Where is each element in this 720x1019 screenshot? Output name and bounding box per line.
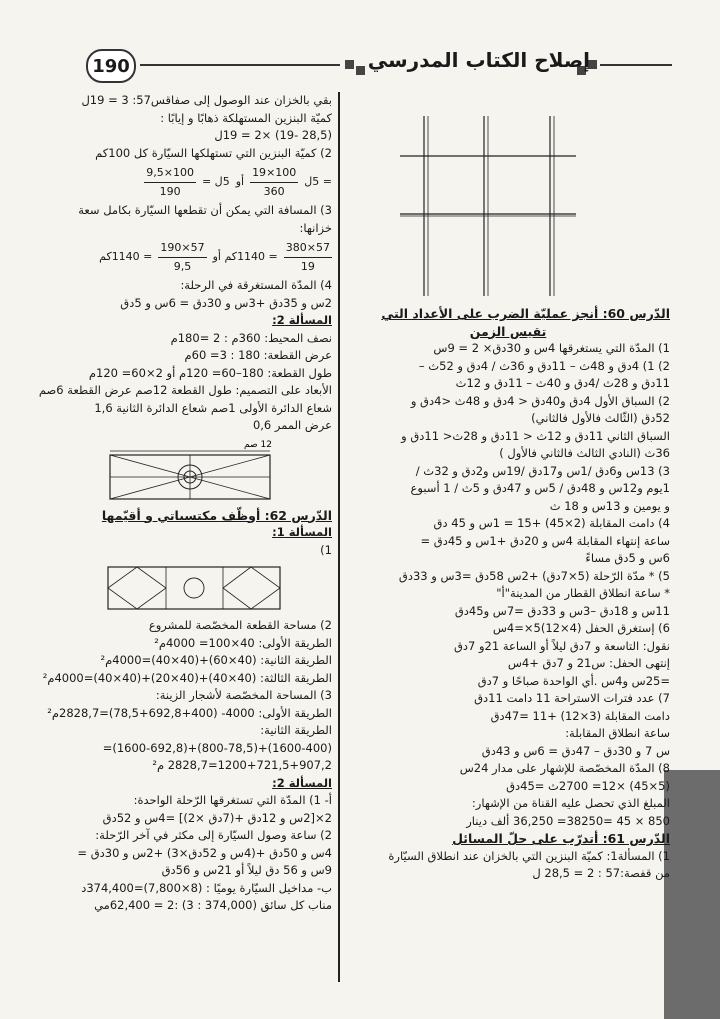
fraction [158,239,206,275]
text-line: 2×[2س و 12دق +(7دق ×2)] =4س و 52دق [102,810,332,825]
fraction [250,164,298,200]
text-line: 6) إستغرق الحفل (4×12)5×=4س [492,621,670,635]
text-line: 3) المساحة المخصّصة لأشجار الزينة: [155,688,332,702]
fraction-equation [48,162,332,202]
text-line: 6س و 5دق مساءً [585,551,670,565]
text-line: إنتهى الحفل: س21 و 7دق +4س [507,656,670,670]
denominator: 19 [300,259,315,273]
problem-heading: المسألة 2: [272,313,332,327]
text-line: الطريقة الأولى: 40×100= 4000م² [154,635,332,650]
page-edge-shadow [664,770,720,1019]
text-line: 2) ساعة وصول السيّارة إلى مكثر في آخر الرّحلة: [95,828,332,842]
text-line: 1يوم و12س و 48دق / 5س و 47دق و 5ث / 1 أسبوع [410,481,670,495]
equation-text: = 5ل [304,175,332,189]
text-line: دامت المقابلة (3×12) +11 =47دق [490,708,670,723]
problem-heading: المسألة 2: [272,775,332,790]
numerator: 100×19 [250,164,298,183]
numerator: 100×9,5 [144,164,196,183]
text-line: ب- مداخيل السيّارة يوميًا : (8×7,800)=374,400د [81,880,332,895]
text-line: كميّة البنزين المستهلكة ذهابًا و إيابًا : [160,110,332,125]
text-line: الأبعاد على التصميم: طول القطعة 12صم عرض القطعة 6صم [38,383,332,397]
header-square-decoration [356,66,365,75]
page-number: 190 [86,49,136,83]
equation-text: = 1140كم [99,250,153,264]
equation-text: 5ل = [201,175,230,189]
denominator: 360 [263,184,285,198]
equation-text: أو [235,175,245,189]
text-line: =25س و4س .أي الواحدة صباحًا و 7دق [477,673,670,688]
header-rule-left [140,64,340,66]
land-plan-figure [48,563,332,613]
text-line: الطريقة الأولى: 4000- (400+692,8+78,5)=2828,7م² [47,705,332,720]
denominator: 190 [159,184,181,198]
garden-plan-figure [48,439,332,503]
text-line: س 7 و 30دق – 47دق = 6س و 43دق [481,743,670,758]
text-line: (5×45) ×12= 2700ث =45دق [506,778,670,793]
fraction [144,164,196,200]
text-line: نقول: التاسعة و 7دق ليلاً أو الساعة 21و 7دق [453,638,670,653]
text-line: 1) [320,542,332,557]
text-line: 2) السباق الأول 4دق و40دق < 4دق و 48ث <4دق و [410,393,670,408]
dimension-label: 12 صم [244,439,272,450]
numerator: 57×190 [158,239,206,258]
text-line: ساعة إنتهاء المقابلة 4س و 20دق +1س و 45دق = [420,533,670,548]
land-rectangle [108,567,280,609]
text-line: طول القطعة: 180–60= 120م أو 2×60= 120م [88,365,332,380]
text-line: 2) 1) 4دق و 48ث – 11دق و 36ث / 4دق و 52ث – [418,358,670,373]
text-line: 2س و 35دق +3س و 30دق = 6س و 5دق [120,295,332,310]
text-line: مناب كل سائق (374,000 : 3) :2 = 62,400مي [94,898,332,912]
grid-drawing [346,96,670,301]
text-line: 52دق (الثّالث فالأول فالثاني) [531,411,670,425]
text-line: 3) المسافة التي يمكن أن تقطعها السيّارة بكامل سعة [78,203,332,217]
garden-plan-drawing [48,439,332,503]
fraction-equation [48,237,332,277]
column-divider [338,92,340,982]
text-line: 1200+721,5+907,2=2828,7 م² [152,758,332,772]
grid-figure [346,96,670,301]
text-line: المبلغ الذي تحصل عليه القناة من الإشهار: [471,796,670,810]
circle-shape [184,578,204,598]
text-line: و يومين و 13س و 18 ث [549,498,670,513]
left-column [38,92,332,915]
header-square-decoration [345,60,354,69]
text-line: نصف المحيط: 360م : 2 =180م [170,330,332,345]
lesson-heading: تقيس الزمن [469,323,547,339]
text-line: 11س و 18دق –3س و 33دق =7س و45دق [454,603,670,618]
text-line: السباق الثاني 11دق و 12ث < 11دق و 28ث< 11دق و [401,428,670,443]
equation-text: = 1140كم أو [212,250,278,264]
text-line: عرض القطعة: 180 : 3= 60م [184,348,332,362]
lesson-heading: الدّرس 62: أوظّف مكتسباتي و أقيّمها [101,507,332,523]
fraction [284,239,332,275]
text-line: 8) المدّة المخصّصة للإشهار على مدار 24س [459,761,670,775]
text-line: أ- 1) المدّة التي تستغرقها الرّحلة الواحدة: [133,793,332,807]
text-line: 5) * مدّة الرّحلة (5×7دق) +2س 58دق =3س و 33دق [398,568,670,583]
text-line: ساعة انطلاق المقابلة: [565,726,670,740]
text-line: (28,5 -19) ×2 = 19ل [214,128,332,142]
text-line: (1600-400)+(800-78,5)+(1600-692,8)= [102,740,332,755]
text-line: 4س و 50دق +(4س و 52دق×3) +2س و 30دق = [77,845,332,860]
lesson-heading: الدّرس 60: أنجز عمليّة الضرب على الأعداد التي [381,306,670,321]
text-line: 1) المدّة التي يستغرقها 4س و 30دق× 2 = 9س [433,341,670,355]
problem-heading: المسألة 1: [272,525,332,539]
right-column [346,92,670,883]
text-line: الطريقة الثانية: [260,723,332,737]
numerator: 57×380 [284,239,332,258]
text-line: 9س و 56 دق ليلاً أو 21س و 56دق [161,863,332,877]
text-line: 3) 13س و6دق /1س و17دق /19س و2دق و 32ث / [415,463,670,478]
land-plan-drawing [48,563,332,613]
text-line: 7) عدد فترات الاستراحة 11 دامت 11دق [474,691,670,705]
page-title: إصلاح الكتاب المدرسي [367,48,590,72]
text-line: 11دق و 28ث /4دق و 40ث – 11دق و 12ث [455,376,670,390]
lesson-heading: الدّرس 61: أتدرّب على حلّ المسائل [452,831,670,846]
text-line: * ساعة انطلاق القطار من المدينة"أ" [496,586,670,600]
text-line: خزانها: [299,220,332,235]
text-line: شعاع الدائرة الأولى 1صم شعاع الدائرة الثانية 1,6 [94,400,332,415]
denominator: 9,5 [173,259,192,273]
text-line: الطريقة الثانية: (40×60)+(40×40)=4000م² [100,653,332,667]
text-line: من قفصة:57 : 2 = 28,5 ل [532,866,670,880]
header-rule-right [600,64,672,66]
rhombus-shape [223,567,280,609]
text-line: بقي بالخزان عند الوصول إلى صفاقس57: 3 = 19ل [81,93,332,107]
text-line: 1) المسألة1: كميّة البنزين التي بالخزان عند انطلاق السيّارة [388,848,670,863]
text-line: 4) المدّة المستغرقة في الرحلة: [180,278,332,292]
text-line: 2) كميّة البنزين التي تستهلكها السيّارة كل 100كم [95,145,332,160]
text-line: عرض الممر 0,6 [252,418,332,432]
rhombus-shape [108,567,166,609]
text-line: الطريقة الثالثة: (40×40)+(40×20)+(40×40)=4000م² [42,670,332,685]
text-line: 4) دامت المقابلة (2×45) +15 = 1س و 45 دق [433,516,670,530]
text-line: 36ث (النادي الثالث فالثاني فالأول ) [499,446,670,460]
text-line: 850 × 45 =38250= 36,250 ألف دينار [466,813,670,828]
text-line: 2) مساحة القطعة المخصّصة للمشروع [148,618,332,632]
